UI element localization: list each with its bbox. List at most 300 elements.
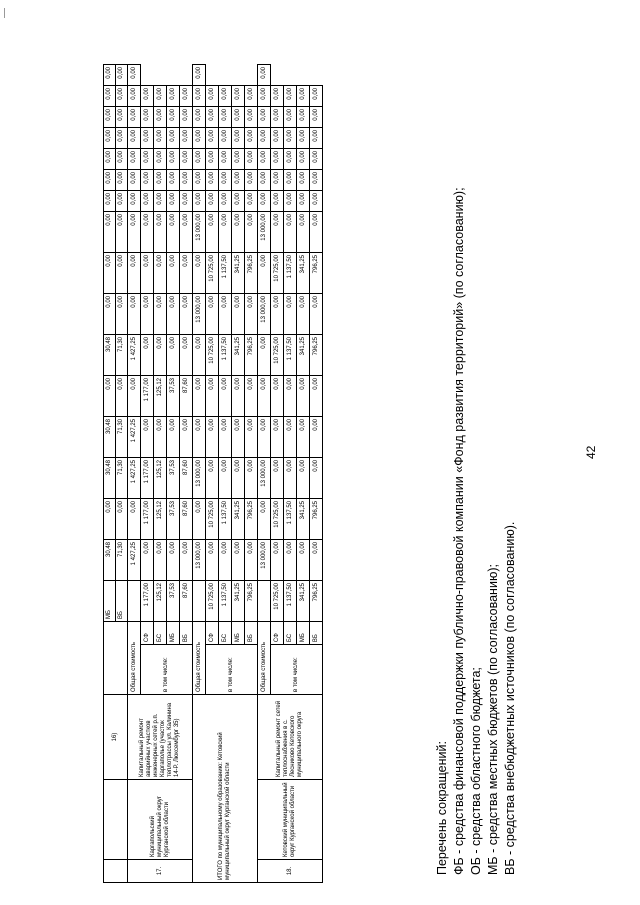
value-cell: 0,00: [297, 128, 310, 149]
value-cell: 0,00: [232, 458, 245, 499]
value-cell: 0,00: [284, 212, 297, 253]
value-cell: 0,00: [271, 376, 284, 417]
value-cell: 0,00: [167, 540, 180, 581]
value-cell: 0,00: [297, 191, 310, 212]
value-cell: 37,53: [167, 458, 180, 499]
value-cell: 0,00: [116, 107, 128, 128]
object-cell: 16): [104, 695, 128, 780]
value-cell: 0,00: [219, 107, 232, 128]
value-cell: 0,00: [154, 417, 167, 458]
table-row: [128, 65, 141, 883]
value-cell: 0,00: [219, 86, 232, 107]
value-cell: 0,00: [180, 417, 193, 458]
value-cell: 13 000,00: [193, 458, 206, 499]
legend-item: ВБ - средства внебюджетных источников (по согласованию).: [503, 521, 517, 875]
value-cell: 0,00: [104, 253, 116, 294]
value-cell: 0,00: [104, 149, 116, 170]
value-cell: 0,00: [104, 170, 116, 191]
value-cell: 30,48: [104, 540, 116, 581]
value-cell: 0,00: [141, 335, 154, 376]
value-cell: 796,25: [245, 581, 258, 622]
value-cell: 0,00: [116, 149, 128, 170]
object-cell: Капитальный ремонт аварийных участков инженерных сетей р.п. Каргаполье (участок теплотрассы ул. Калинина 14-Р. Люксембург 35): [128, 695, 193, 780]
fund-type: БС: [154, 622, 167, 645]
funding-table: [103, 64, 323, 883]
value-cell: 0,00: [310, 170, 323, 191]
value-cell: 0,00: [154, 191, 167, 212]
value-cell: 0,00: [258, 107, 271, 128]
value-cell: 0,00: [297, 417, 310, 458]
including-label: в том числе:: [206, 645, 258, 695]
value-cell: 0,00: [245, 212, 258, 253]
value-cell: 0,00: [297, 294, 310, 335]
value-cell: 0,00: [206, 458, 219, 499]
value-cell: 0,00: [128, 376, 141, 417]
value-cell: 0,00: [116, 170, 128, 191]
value-cell: 1 137,50: [219, 581, 232, 622]
funding-table-wrapper: [103, 64, 323, 883]
value-cell: 0,00: [180, 294, 193, 335]
value-cell: 796,25: [245, 253, 258, 294]
value-cell: 0,00: [116, 253, 128, 294]
value-cell: 0,00: [104, 107, 116, 128]
value-cell: 0,00: [232, 294, 245, 335]
value-cell: 0,00: [310, 417, 323, 458]
value-cell: 10 725,00: [271, 581, 284, 622]
value-cell: 1 137,50: [219, 499, 232, 540]
value-cell: 0,00: [284, 191, 297, 212]
value-cell: 0,00: [271, 212, 284, 253]
value-cell: 10 725,00: [271, 499, 284, 540]
value-cell: 1 137,50: [284, 581, 297, 622]
value-cell: 1 137,50: [219, 253, 232, 294]
value-cell: 1 137,50: [284, 499, 297, 540]
value-cell: 0,00: [193, 86, 206, 107]
legend-title: Перечень сокращений:: [435, 741, 449, 875]
value-cell: 0,00: [258, 376, 271, 417]
value-cell: 0,00: [271, 107, 284, 128]
row-index: [104, 860, 128, 883]
value-cell: 0,00: [206, 540, 219, 581]
value-cell: 0,00: [310, 191, 323, 212]
value-cell: 0,00: [141, 540, 154, 581]
value-cell: 0,00: [141, 253, 154, 294]
value-cell: 0,00: [284, 540, 297, 581]
value-cell: 0,00: [128, 86, 141, 107]
value-cell: 0,00: [116, 499, 128, 540]
value-cell: 10 725,00: [206, 335, 219, 376]
total-cost-label: Общая стоимость: [128, 622, 141, 695]
value-cell: 13 000,00: [193, 294, 206, 335]
value-cell: 0,00: [284, 376, 297, 417]
value-cell: 0,00: [219, 417, 232, 458]
value-cell: 0,00: [193, 417, 206, 458]
fund-type: БС: [284, 622, 297, 645]
value-cell: 0,00: [180, 149, 193, 170]
value-cell: 0,00: [258, 253, 271, 294]
value-cell: 0,00: [180, 253, 193, 294]
value-cell: 0,00: [258, 335, 271, 376]
value-cell: 0,00: [232, 128, 245, 149]
value-cell: 1 427,25: [128, 417, 141, 458]
value-cell: 0,00: [193, 376, 206, 417]
value-cell: 125,12: [154, 458, 167, 499]
value-cell: 0,00: [116, 65, 128, 86]
value-cell: 13 000,00: [258, 294, 271, 335]
value-cell: 0,00: [232, 107, 245, 128]
value-cell: 0,00: [258, 149, 271, 170]
value-cell: 0,00: [128, 65, 141, 86]
value-cell: 0,00: [258, 191, 271, 212]
value-cell: 796,25: [310, 581, 323, 622]
value-cell: 341,25: [232, 253, 245, 294]
value-cell: 0,00: [128, 128, 141, 149]
value-cell: 0,00: [154, 149, 167, 170]
value-cell: 10 725,00: [206, 253, 219, 294]
value-cell: 0,00: [310, 86, 323, 107]
table-row: [193, 65, 206, 883]
value-cell: 0,00: [193, 149, 206, 170]
value-cell: 0,00: [154, 253, 167, 294]
value-cell: 0,00: [116, 128, 128, 149]
value-cell: 341,25: [232, 499, 245, 540]
value-cell: 10 725,00: [206, 499, 219, 540]
value-cell: 0,00: [271, 540, 284, 581]
value-cell: 0,00: [141, 107, 154, 128]
value-cell: 37,53: [167, 499, 180, 540]
value-cell: 0,00: [167, 191, 180, 212]
value-cell: 0,00: [180, 191, 193, 212]
value-cell: 0,00: [297, 458, 310, 499]
value-cell: 0,00: [219, 212, 232, 253]
value-cell: 0,00: [232, 376, 245, 417]
value-cell: 125,12: [154, 581, 167, 622]
value-cell: 0,00: [310, 540, 323, 581]
value-cell: 0,00: [167, 212, 180, 253]
value-cell: 1 177,00: [141, 458, 154, 499]
value-cell: 0,00: [206, 107, 219, 128]
value-cell: 0,00: [141, 417, 154, 458]
value-cell: 0,00: [104, 376, 116, 417]
value-cell: 13 000,00: [258, 458, 271, 499]
including-label: в том числе:: [141, 645, 193, 695]
value-cell: 0,00: [128, 191, 141, 212]
fund-type: ВБ: [180, 622, 193, 645]
value-cell: 796,25: [245, 499, 258, 540]
value-cell: 0,00: [116, 376, 128, 417]
value-cell: 0,00: [180, 212, 193, 253]
value-cell: 796,25: [310, 253, 323, 294]
value-cell: 0,00: [219, 294, 232, 335]
value-cell: 0,00: [284, 149, 297, 170]
value-cell: 0,00: [128, 149, 141, 170]
value-cell: 0,00: [193, 253, 206, 294]
value-cell: 0,00: [271, 170, 284, 191]
fund-type: МБ: [297, 622, 310, 645]
value-cell: 0,00: [180, 540, 193, 581]
value-cell: 13 000,00: [193, 212, 206, 253]
summary-label: ИТОГО по муниципальному образованию: Кетовский муниципальный округ Курганской области: [193, 695, 258, 883]
value-cell: 10 725,00: [206, 581, 219, 622]
value-cell: 0,00: [245, 86, 258, 107]
value-cell: 30,48: [104, 458, 116, 499]
value-cell: 13 000,00: [258, 540, 271, 581]
value-cell: 0,00: [180, 335, 193, 376]
value-cell: 0,00: [206, 376, 219, 417]
value-cell: 13 000,00: [258, 212, 271, 253]
value-cell: 0,00: [245, 294, 258, 335]
value-cell: 0,00: [167, 294, 180, 335]
value-cell: 0,00: [310, 107, 323, 128]
value-cell: 0,00: [310, 458, 323, 499]
value-cell: 0,00: [245, 458, 258, 499]
value-cell: 0,00: [219, 191, 232, 212]
value-cell: 0,00: [141, 294, 154, 335]
fund-type: СФ: [271, 622, 284, 645]
value-cell: 10 725,00: [271, 335, 284, 376]
value-cell: 0,00: [167, 170, 180, 191]
value-cell: 0,00: [219, 376, 232, 417]
value-cell: 0,00: [154, 540, 167, 581]
value-cell: 0,00: [271, 458, 284, 499]
value-cell: 0,00: [154, 170, 167, 191]
value-cell: 37,53: [167, 376, 180, 417]
value-cell: 341,25: [232, 335, 245, 376]
value-cell: 0,00: [128, 170, 141, 191]
value-cell: 1 137,50: [219, 335, 232, 376]
fund-type: СФ: [141, 622, 154, 645]
value-cell: 0,00: [232, 191, 245, 212]
value-cell: 0,00: [154, 107, 167, 128]
value-cell: 0,00: [206, 149, 219, 170]
value-cell: 1 137,50: [284, 253, 297, 294]
value-cell: 0,00: [245, 128, 258, 149]
value-cell: 0,00: [167, 107, 180, 128]
fund-type: [193, 581, 206, 622]
value-cell: 0,00: [193, 65, 206, 86]
legend-item: МБ - средства местных бюджетов (по согласованию);: [486, 564, 500, 875]
value-cell: 0,00: [245, 107, 258, 128]
value-cell: 0,00: [271, 128, 284, 149]
value-cell: 0,00: [258, 499, 271, 540]
value-cell: 0,00: [104, 86, 116, 107]
value-cell: 125,12: [154, 499, 167, 540]
value-cell: 71,30: [116, 458, 128, 499]
value-cell: 0,00: [206, 128, 219, 149]
value-cell: 87,60: [180, 458, 193, 499]
value-cell: 0,00: [258, 65, 271, 86]
value-cell: 341,25: [297, 253, 310, 294]
legend-item: ФБ - средства финансовой поддержки публично-правовой компании «Фонд развития территорий» (по согласованию);: [452, 187, 466, 875]
value-cell: 0,00: [128, 212, 141, 253]
value-cell: 71,30: [116, 540, 128, 581]
value-cell: 0,00: [284, 417, 297, 458]
fund-type: СФ: [206, 622, 219, 645]
value-cell: 0,00: [297, 86, 310, 107]
value-cell: 0,00: [104, 294, 116, 335]
value-cell: 0,00: [310, 376, 323, 417]
value-cell: 0,00: [284, 86, 297, 107]
value-cell: 0,00: [284, 294, 297, 335]
value-cell: 0,00: [297, 212, 310, 253]
value-cell: 0,00: [167, 128, 180, 149]
value-cell: 0,00: [245, 170, 258, 191]
value-cell: 0,00: [245, 149, 258, 170]
value-cell: 0,00: [154, 86, 167, 107]
value-cell: 0,00: [297, 149, 310, 170]
fund-type: ВБ: [116, 581, 128, 622]
value-cell: 0,00: [141, 86, 154, 107]
value-cell: 0,00: [154, 212, 167, 253]
value-cell: 0,00: [271, 191, 284, 212]
value-cell: 0,00: [193, 335, 206, 376]
value-cell: 0,00: [206, 294, 219, 335]
value-cell: 0,00: [167, 149, 180, 170]
value-cell: 0,00: [271, 149, 284, 170]
value-cell: 0,00: [310, 149, 323, 170]
value-cell: 1 177,00: [141, 499, 154, 540]
value-cell: 0,00: [245, 376, 258, 417]
value-cell: 341,25: [297, 581, 310, 622]
value-cell: 1 137,50: [284, 335, 297, 376]
fund-type: [128, 581, 141, 622]
value-cell: 71,30: [116, 417, 128, 458]
value-cell: 0,00: [271, 294, 284, 335]
including-label: в том числе:: [271, 645, 323, 695]
value-cell: 0,00: [154, 128, 167, 149]
row-index: 18.: [258, 860, 323, 883]
fund-type: МБ: [104, 581, 116, 622]
value-cell: 0,00: [284, 128, 297, 149]
value-cell: 0,00: [232, 417, 245, 458]
value-cell: 0,00: [297, 376, 310, 417]
value-cell: 0,00: [232, 212, 245, 253]
value-cell: 0,00: [193, 499, 206, 540]
value-cell: 37,53: [167, 581, 180, 622]
total-cost-label: Общая стоимость: [193, 622, 206, 695]
value-cell: 796,25: [310, 499, 323, 540]
value-cell: 341,25: [232, 581, 245, 622]
value-cell: 0,00: [193, 128, 206, 149]
value-cell: 0,00: [219, 458, 232, 499]
abbreviations-legend: [434, 187, 519, 875]
value-cell: 1 427,25: [128, 335, 141, 376]
value-cell: 0,00: [128, 107, 141, 128]
value-cell: 0,00: [141, 170, 154, 191]
total-cost-label: Общая стоимость: [258, 622, 271, 695]
value-cell: 0,00: [193, 191, 206, 212]
value-cell: 0,00: [104, 191, 116, 212]
value-cell: 0,00: [310, 128, 323, 149]
value-cell: 0,00: [180, 170, 193, 191]
value-cell: 0,00: [310, 294, 323, 335]
value-cell: 0,00: [180, 86, 193, 107]
value-cell: 87,60: [180, 376, 193, 417]
value-cell: 0,00: [232, 170, 245, 191]
value-cell: 30,48: [104, 335, 116, 376]
value-cell: 0,00: [219, 170, 232, 191]
district-cell: Каргапольский муниципальный округ Курганской области: [128, 780, 193, 860]
value-cell: 87,60: [180, 499, 193, 540]
value-cell: 1 427,25: [128, 540, 141, 581]
value-cell: 0,00: [297, 107, 310, 128]
value-cell: 0,00: [232, 86, 245, 107]
value-cell: 0,00: [104, 499, 116, 540]
value-cell: 0,00: [128, 294, 141, 335]
fund-type: [258, 581, 271, 622]
value-cell: 0,00: [245, 540, 258, 581]
value-cell: 0,00: [206, 86, 219, 107]
value-cell: 0,00: [167, 253, 180, 294]
object-cell: Капитальный ремонт сетей теплоснабжения в с. Лесниково Кетовского муниципального округа: [258, 695, 323, 780]
value-cell: 0,00: [219, 540, 232, 581]
value-cell: 0,00: [232, 149, 245, 170]
value-cell: 0,00: [154, 335, 167, 376]
value-cell: 0,00: [180, 128, 193, 149]
value-cell: 0,00: [297, 170, 310, 191]
value-cell: 0,00: [116, 212, 128, 253]
value-cell: 0,00: [206, 170, 219, 191]
value-cell: 0,00: [141, 149, 154, 170]
fund-type: МБ: [167, 622, 180, 645]
value-cell: 796,25: [245, 335, 258, 376]
value-cell: 0,00: [271, 417, 284, 458]
value-cell: 0,00: [206, 191, 219, 212]
value-cell: 0,00: [104, 212, 116, 253]
table-row: [104, 65, 116, 883]
value-cell: 30,48: [104, 417, 116, 458]
value-cell: 0,00: [128, 253, 141, 294]
fund-type: МБ: [232, 622, 245, 645]
value-cell: 0,00: [245, 191, 258, 212]
value-cell: 0,00: [284, 107, 297, 128]
table-row: [258, 65, 271, 883]
value-cell: 0,00: [116, 294, 128, 335]
value-cell: 0,00: [193, 107, 206, 128]
value-cell: 0,00: [116, 86, 128, 107]
fund-type: БС: [219, 622, 232, 645]
value-cell: 10 725,00: [271, 253, 284, 294]
value-cell: 125,12: [154, 376, 167, 417]
value-cell: 0,00: [271, 86, 284, 107]
value-cell: 0,00: [297, 540, 310, 581]
fund-type: ВБ: [245, 622, 258, 645]
district-cell: [104, 780, 128, 860]
value-cell: 0,00: [193, 170, 206, 191]
value-cell: 0,00: [167, 335, 180, 376]
value-cell: 87,60: [180, 581, 193, 622]
value-cell: 0,00: [258, 128, 271, 149]
value-cell: 0,00: [180, 107, 193, 128]
value-cell: 0,00: [104, 128, 116, 149]
district-cell: Кетовский муниципальный округ Курганской области: [258, 780, 323, 860]
value-cell: 796,25: [310, 335, 323, 376]
value-cell: 0,00: [154, 294, 167, 335]
value-cell: 341,25: [297, 335, 310, 376]
fund-type: ВБ: [310, 622, 323, 645]
value-cell: 0,00: [219, 128, 232, 149]
value-cell: 0,00: [141, 212, 154, 253]
value-cell: 0,00: [258, 86, 271, 107]
value-cell: 0,00: [284, 170, 297, 191]
value-cell: 0,00: [284, 458, 297, 499]
value-cell: 0,00: [258, 417, 271, 458]
value-cell: 0,00: [219, 149, 232, 170]
value-cell: 0,00: [245, 417, 258, 458]
value-cell: 0,00: [167, 86, 180, 107]
value-cell: 0,00: [206, 212, 219, 253]
value-cell: 0,00: [258, 170, 271, 191]
